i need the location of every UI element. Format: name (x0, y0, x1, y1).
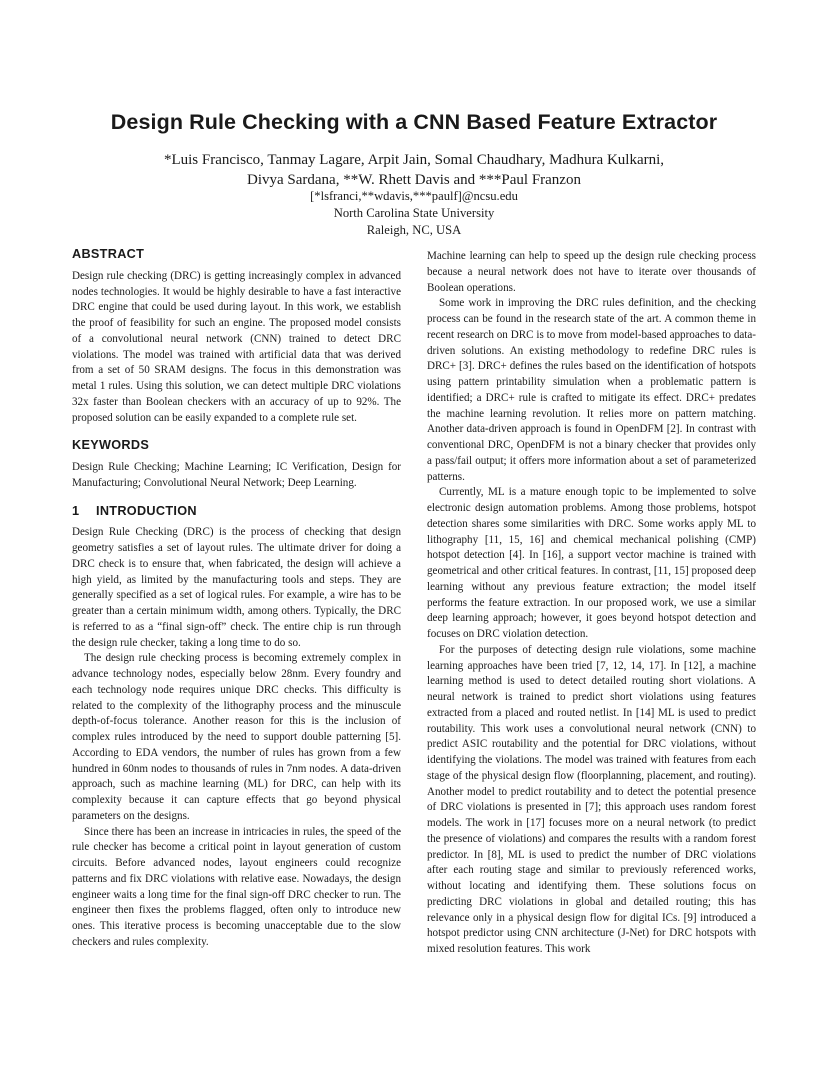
intro-paragraph: Since there has been an increase in intricacies in rules, the speed of the rule checker has become a critical point in layout generation of custom circuits. Before advanced nodes, layout engineers could recognize patterns and fix DRC violations with relative ease. Nowadays, the design engineer waits a long time for the final sign-off DRC checker to run. The engineer then fixes the problems flagged, often only to introduce new ones. This iterative process is becoming unacceptable due to the slow checkers and rules complexity. (72, 825, 401, 948)
author-emails: [*lsfranci,**wdavis,***paulf]@ncsu.edu (310, 189, 518, 203)
abstract-heading: ABSTRACT (72, 247, 145, 261)
intro-paragraph: The design rule checking process is becoming extremely complex in advance technology nodes, especially below 28nm. Every foundry and each technology node requires unique DRC checks. This difficulty is related to the complexity of the lithography process and the minuscule depth-of-focus tolerance. Another reason for this is the inclusion of complex rules introduced by the need to support double patterning [5]. According to EDA vendors, the number of rules has grown from a few hundred in 60nm nodes to thousands of rules in 7nm nodes. A data-driven approach, such as machine learning (ML) for DRC, can help with its complexity because it can capture effects that go beyond physical parameters on the designs. (72, 652, 401, 822)
author-line-1: *Luis Francisco, Tanmay Lagare, Arpit Jain, Somal Chaudhary, Madhura Kulkarni, (163, 152, 665, 168)
introduction-heading (72, 504, 401, 520)
abstract-text: Design rule checking (DRC) is getting increasingly complex in advanced nodes technologies. It would be highly desirable to have a fast interactive DRC engine that could be used during layout. In this work, we establish the proof of feasibility for such an engine. The proposed model consists of a convolutional neural network (CNN) trained to detect DRC violations. The model was trained with artificial data that was derived from a set of 50 SRAM designs. The focus in this demonstration was metal 1 rules. Using this solution, we can detect multiple DRC violations 32x faster than Boolean checkers with an accuracy of up to 92%. The proposed solution can be easily expanded to a complete rule set. (72, 269, 401, 424)
intro-paragraph: Design Rule Checking (DRC) is the process of checking that design geometry satisfies a set of layout rules. The ultimate driver for doing a DRC check is to ensure that, when fabricated, the design will achieve a high yield, as limited by the manufacturing tools and steps. They are generally specified as a set of logical rules. For example, a wire has to be greater than a certain minimum width, among others. Typically, the DRC is referred to as a “final sign-off” check. The entire chip is run through the design rule checker, taking a long time to do so. (72, 526, 401, 649)
left-column (72, 247, 401, 951)
right-column (427, 249, 756, 958)
section-title: INTRODUCTION (96, 503, 197, 518)
body-paragraph: Currently, ML is a mature enough topic to be implemented to solve electronic design automation problems. Among those problems, hotspot detection shares some similarities with DRC. Some works apply ML to lithography [11, 15, 16] and chemical mechanical polishing (CMP) hotspot detection [4]. In [16], a support vector machine is trained with geometrical and other critical features. In contrast, [11, 15] proposed deep learning without any previous feature extraction; the model itself performs the feature extraction. In our proposed work, we use a similar deep learning approach; however, it goes beyond hotspot detection and focuses on DRC violation detection. (427, 486, 756, 640)
author-line-2: Divya Sardana, **W. Rhett Davis and ***Paul Franzon (247, 172, 581, 188)
section-number: 1 (72, 503, 80, 518)
body-paragraph: Some work in improving the DRC rules definition, and the checking process can be found in the research state of the art. A common theme in recent research on DRC is to move from model-based approaches to data-driven solutions. An existing methodology to redefine DRC rules is DRC+ [3]. DRC+ defines the rules based on the identification of hotspots using pattern printability simulation when a problematic pattern is identified; a DRC+ rule is crafted to mitigate its effect. DRC+ predates the machine learning revolution. It relies more on pattern matching. Another data-driven approach is found in OpenDFM [2]. In contrast with conventional DRC, OpenDFM is not a binary checker that provides only a pass/fail output; it offers more information about a set of parameterized patterns. (427, 297, 756, 483)
keywords-text: Design Rule Checking; Machine Learning; IC Verification, Design for Manufacturing; Convolutional Neural Network; Deep Learning. (72, 461, 401, 489)
body-paragraph: Machine learning can help to speed up the design rule checking process because a neural network does not have to iterate over thousands of Boolean operations. (427, 250, 756, 294)
paper-title: Design Rule Checking with a CNN Based Feature Extractor (110, 110, 718, 134)
university-location: Raleigh, NC, USA (366, 223, 462, 237)
keywords-heading: KEYWORDS (72, 438, 150, 453)
body-paragraph: For the purposes of detecting design rule violations, some machine learning approaches have been tried [7, 12, 14, 17]. In [12], a machine learning method is used to detect detailed routing short violations. A neural network is trained to predict short violations using features extracted from a placed and routed netlist. In [14] ML is used to predict routability. This work uses a convolutional neural network (CNN) to predict ASIC routability and the potential for DRC violations, without identifying the violations. The model was trained with features from each stage of the physical design flow (floorplanning, placement, and routing). Another model to predict routability and to detect the potential presence of DRC violations is presented in [7]; this approach uses random forest models. The work in [17] focuses more on a neural network (to predict the presence of violations) and compares the results with a random forest predictor. In [8], ML is used to predict the number of DRC violations after each routing stage and similar to previously referenced works, without locating and identifying them. These solutions focus on predicting DRC violations in global and detailed routing; this has relevance only in a physical design flow for digital ICs. [9] introduced a hotspot predictor using CNN architecture (J-Net) for DRC hotspots with mixed resolution features. This work (427, 643, 756, 955)
university-name: North Carolina State University (333, 206, 495, 220)
author-list (0, 150, 828, 190)
affiliation-block (0, 188, 828, 239)
